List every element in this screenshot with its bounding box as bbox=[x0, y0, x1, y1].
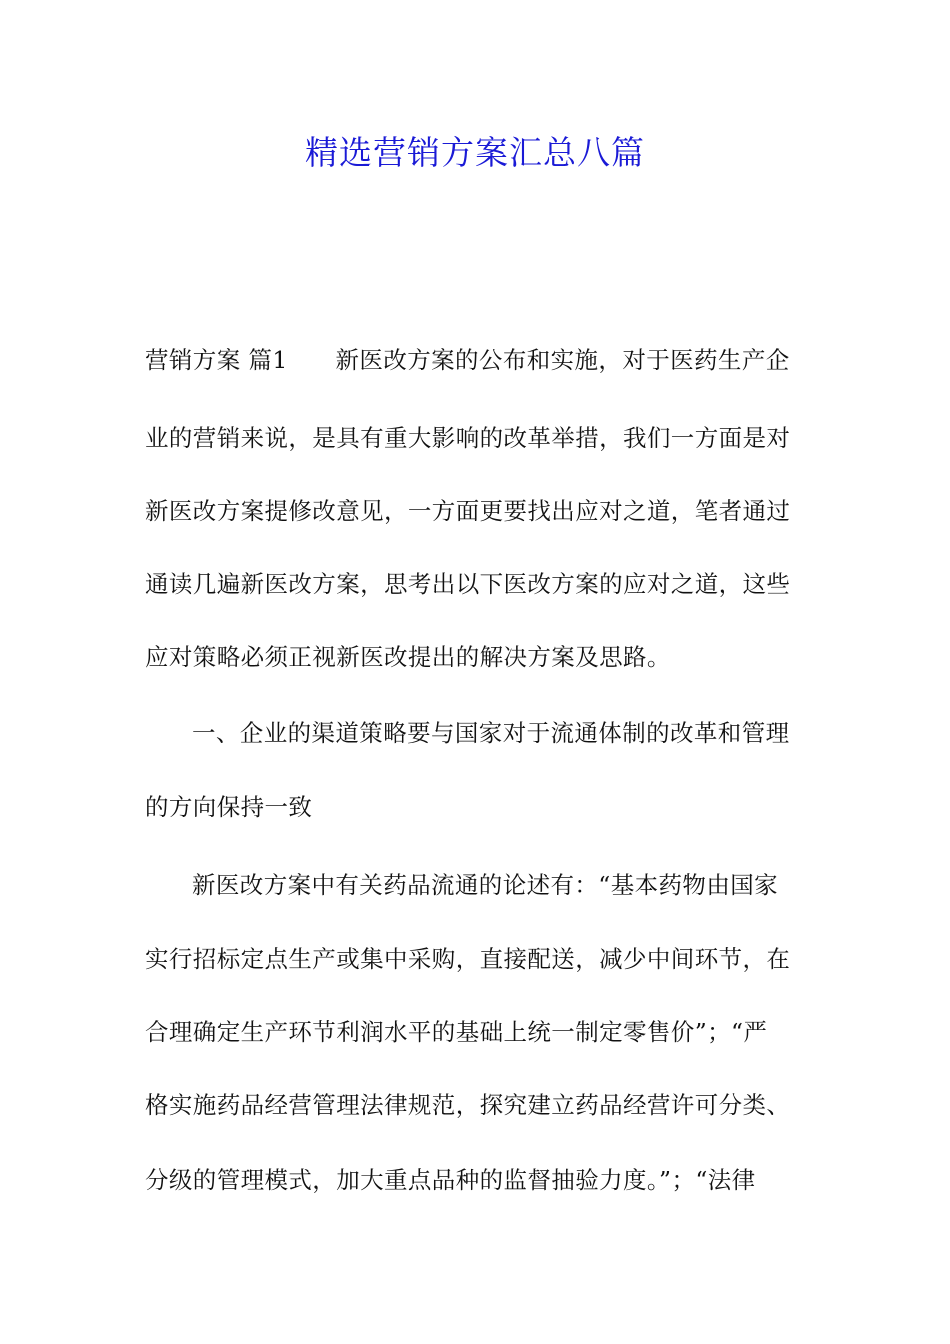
paragraph-line: 格实施药品经营管理法律规范，探究建立药品经营许可分类、 bbox=[145, 1091, 791, 1119]
section-heading-line: 一、企业的渠道策略要与国家对于流通体制的改革和管理 bbox=[192, 719, 790, 747]
paragraph-line: 应对策略必须正视新医改提出的解决方案及思路。 bbox=[145, 643, 671, 671]
paragraph-line: 营销方案 篇1 新医改方案的公布和实施，对于医药生产企 bbox=[145, 346, 790, 374]
section-heading-line: 的方向保持一致 bbox=[145, 793, 313, 821]
paragraph-line: 新医改方案中有关药品流通的论述有：“基本药物由国家 bbox=[192, 871, 779, 899]
document-title: 精选营销方案汇总八篇 bbox=[305, 133, 645, 172]
paragraph-line: 实行招标定点生产或集中采购，直接配送，减少中间环节，在 bbox=[145, 945, 791, 973]
paragraph-line: 通读几遍新医改方案，思考出以下医改方案的应对之道，这些 bbox=[145, 570, 791, 598]
paragraph-line: 分级的管理模式，加大重点品种的监督抽验力度。”；“法律 bbox=[145, 1166, 756, 1194]
paragraph-line: 合理确定生产环节利润水平的基础上统一制定零售价”；“严 bbox=[145, 1018, 768, 1046]
paragraph-line: 业的营销来说，是具有重大影响的改革举措，我们一方面是对 bbox=[145, 424, 791, 452]
paragraph-line: 新医改方案提修改意见，一方面更要找出应对之道，笔者通过 bbox=[145, 497, 791, 525]
